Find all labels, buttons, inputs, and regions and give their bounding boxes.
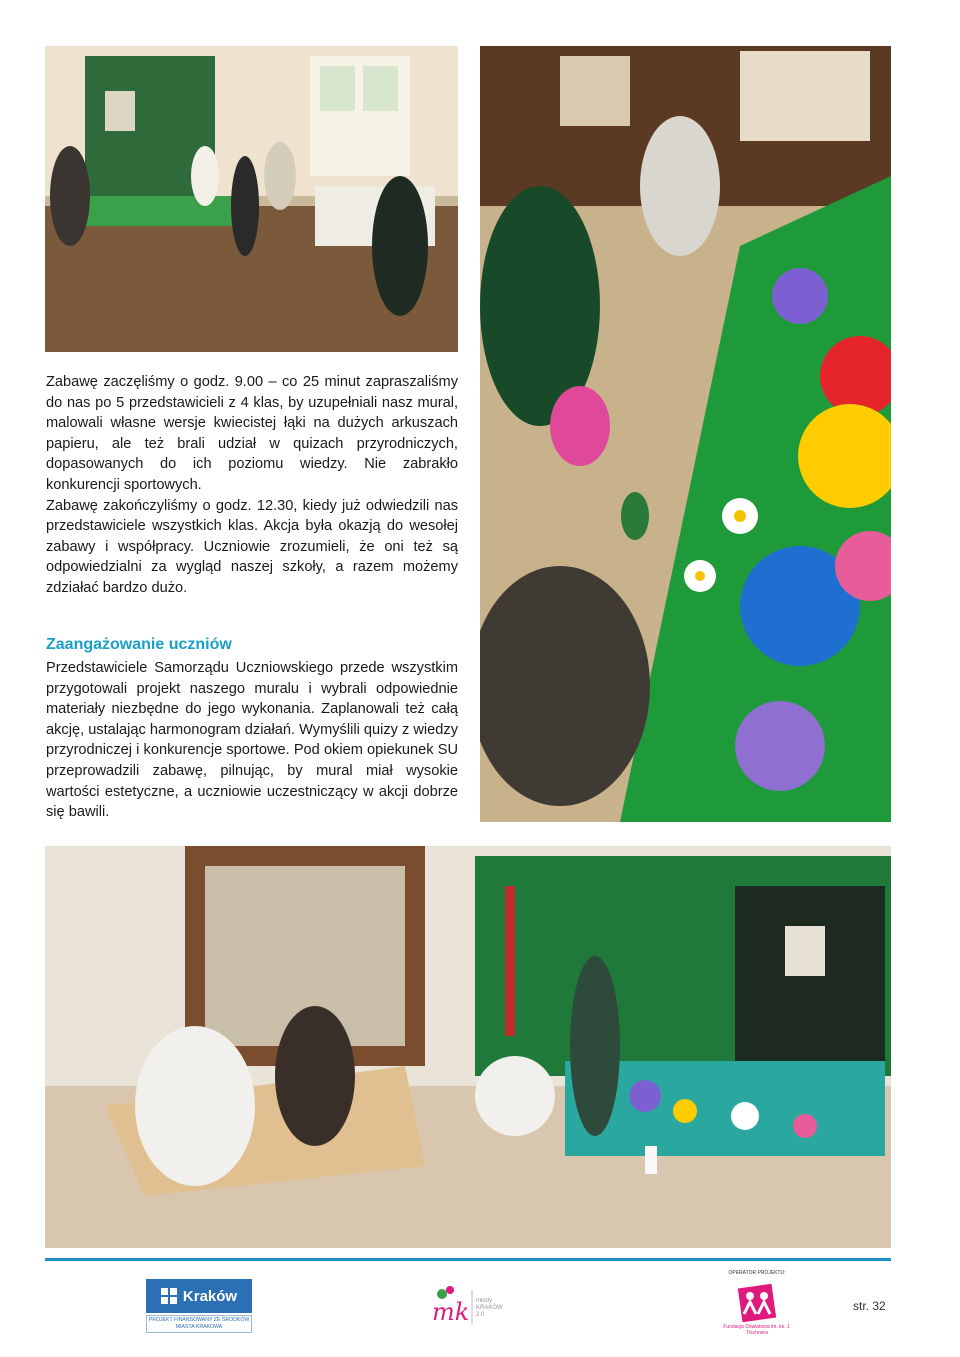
- fundacja-name: Fundacja Oświatowa im. ks. J. Tischnera: [723, 1324, 791, 1336]
- fundacja-logo: [722, 1270, 792, 1340]
- photo-school-hall: [45, 46, 458, 352]
- mlody-krakow-logo: [428, 1280, 512, 1330]
- intro-text: [46, 372, 458, 599]
- fundacja-operator-label: OPERATOR PROJEKTU:: [728, 1270, 786, 1276]
- photo-painting-mural: [480, 46, 891, 822]
- section-involvement: [46, 634, 458, 823]
- intro-paragraph-1: Zabawę zaczęliśmy o godz. 9.00 – co 25 minut zapraszaliśmy do nas po 5 przedstawicieli z 4 klas, by uzupełniali nasz mural, malowali własne wersje kwiecistej łąki na dużych arkuszach papieru, ale też brali udział w quizach przyrodniczych, dopasowanych do ich poziomu wiedzy. Nie zabrakło konkurencji sportowych.: [46, 374, 458, 493]
- photo-activity-room: [45, 846, 891, 1248]
- section-paragraph: Przedstawiciele Samorządu Uczniowskiego przede wszystkim przygotowali projekt naszego muralu i wybrali odpowiednie materiały niezbędne do jego wykonania. Zaplanowali też całą akcję, ustalając harmonogram działań. Wymyślili quizy z wiedzy przyrodniczej i konkurencje sportowe. Pod okiem opiekunek SU przeprowadzili zabawę, pilnując, by mural miał wysokie wartości estetyczne, a uczniowie uczestniczący w akcji dobrze się bawili.: [46, 660, 458, 821]
- intro-paragraph-2: Zabawę zakończyliśmy o godz. 12.30, kiedy już odwiedzili nas przedstawiciele wszystkich klas. Akcja była okazją do wesołej zabawy i współpracy. Uczniowie zrozumieli, że oni też są odpowiedzialni za wygląd naszej szkoły, a razem możemy zdziałać bardzo dużo.: [46, 497, 458, 596]
- footer-divider: [45, 1258, 891, 1261]
- krakow-logo-label: Kraków: [182, 1287, 238, 1305]
- krakow-emblem-icon: [161, 1288, 177, 1304]
- page-number: str. 32: [853, 1299, 886, 1313]
- svg-text:mk: mk: [432, 1298, 470, 1326]
- mlody-krakow-text: młody KRAKÓW 2.0: [476, 1298, 503, 1318]
- krakow-logo: [146, 1279, 252, 1331]
- section-heading: Zaangażowanie uczniów: [46, 636, 232, 653]
- krakow-logo-subtext: PROJEKT FINANSOWANY ZE ŚRODKÓW MIASTA KRAKOWA: [146, 1315, 252, 1333]
